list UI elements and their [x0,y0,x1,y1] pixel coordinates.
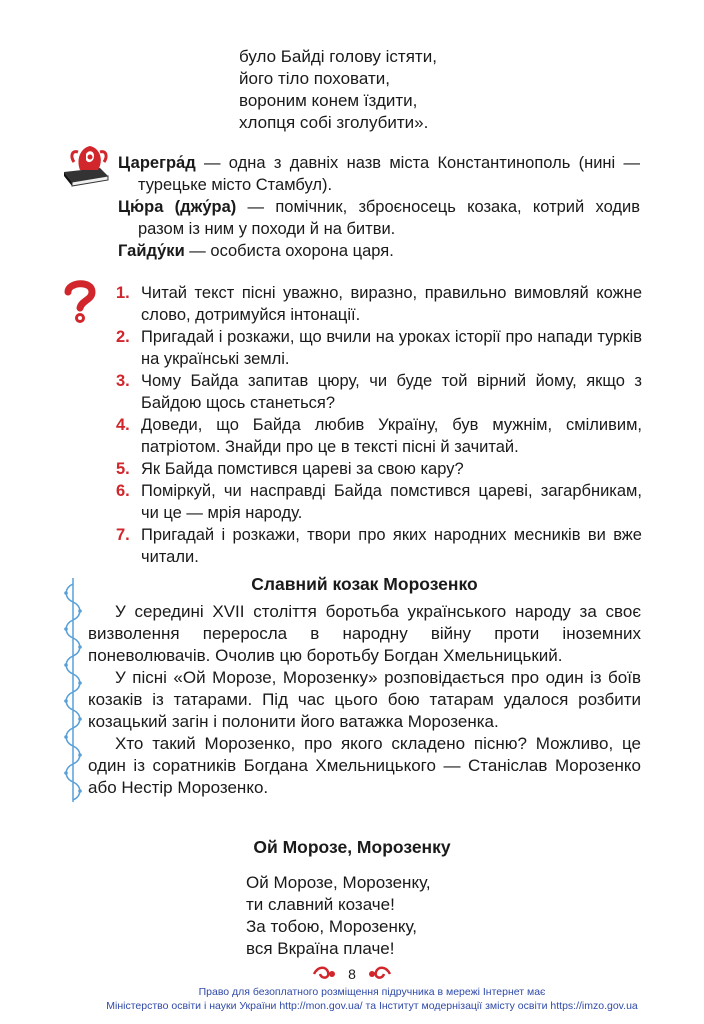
question-item [116,282,642,326]
song-line: ти славний козаче! [246,895,395,914]
question-text: Пригадай і розкажи, твори про яких народних месників ви вже читали. [141,526,642,566]
glossary [118,152,640,262]
question-number: 7. [116,526,130,544]
paragraph: У пісні «Ой Морозе, Морозенку» розповідається про один із боїв козаків із татарами. Під час цього бою татарам удалося розбити козацький загін і полонити його ватажка Морозенка. [88,668,641,731]
glossary-term: Царегра́д [118,154,196,172]
question-number: 4. [116,416,130,434]
poem-fragment-top [239,46,437,134]
question-number: 1. [116,284,130,302]
intro-text [88,601,641,799]
song-line: Ой Морозе, Морозенку, [246,873,431,892]
questions-list [116,282,642,568]
page-flourish-left-icon [312,964,338,984]
question-item [116,414,642,458]
song-verse [246,872,431,960]
glossary-entry [118,240,640,262]
poem-line: було Байді голову істяти, [239,47,437,66]
question-number: 3. [116,372,130,390]
question-number: 6. [116,482,130,500]
paragraph: Хто такий Морозенко, про якого складено пісню? Можливо, це один із соратників Богдана Хмельницького — Станіслав Морозенко або Нестір Морозенко. [88,734,641,797]
question-text: Поміркуй, чи насправді Байда помстився цареві, загарбникам, чи це — мрія народу. [141,482,642,522]
footer-line: Міністерство освіти і науки України http://mon.gov.ua/ та Інститут модернізації змісту освіти https://imzo.gov.ua [106,1000,638,1012]
question-mark-icon [60,278,100,326]
question-number: 2. [116,328,130,346]
poem-line: хлопця собі зголубити». [239,113,429,132]
section-title: Славний козак Морозенко [251,574,478,594]
question-text: Пригадай і розкажи, що вчили на уроках історії про напади турків на українські землі. [141,328,642,368]
glossary-definition: — помічник, зброєносець козака, котрий ходив разом із ним у походи й на битви. [138,198,641,238]
footer-line: Право для безоплатного розміщення підручника в мережі Інтернет має [198,986,546,998]
page-flourish-right-icon [366,964,392,984]
glossary-entry [118,152,640,196]
question-item [116,326,642,370]
song-line: вся Вкраїна плаче! [246,939,395,958]
license-footer [62,985,682,1013]
decorative-ornament-border [62,578,84,802]
paragraph: У середині XVII століття боротьба українського народу за своє визволення переросла в народну війну проти іноземних поневолювачів. Очолив цю боротьбу Богдан Хмельницький. [88,602,641,665]
glossary-definition: — одна з давніх назв міста Константинополь (нині — турецьке місто Стамбул). [138,154,640,194]
glossary-entry [118,196,640,240]
question-item [116,524,642,568]
poem-line: вороним конем їздити, [239,91,418,110]
question-text: Читай текст пісні уважно, виразно, правильно вимовляй кожне слово, дотримуйся інтонації. [141,284,642,324]
song-line: За тобою, Морозенку, [246,917,418,936]
question-item [116,370,642,414]
song-title: Ой Морозе, Морозенку [253,837,451,857]
question-number: 5. [116,460,130,478]
dictionary-book-icon [58,140,114,188]
question-text: Доведи, що Байда любив Україну, був мужнім, сміливим, патріотом. Знайди про це в тексті пісні й зачитай. [141,416,642,456]
question-text: Чому Байда запитав цюру, чи буде той вірний йому, якщо з Байдою щось станеться? [141,372,642,412]
poem-line: його тіло поховати, [239,69,390,88]
question-text: Як Байда помстився цареві за свою кару? [141,460,464,478]
glossary-definition: — особиста охорона царя. [184,242,394,260]
page-number: 8 [348,966,356,982]
glossary-term: Цю́ра (джу́ра) [118,198,237,216]
glossary-term: Гайду́ки [118,242,185,260]
question-item [116,480,642,524]
question-item [116,458,642,480]
